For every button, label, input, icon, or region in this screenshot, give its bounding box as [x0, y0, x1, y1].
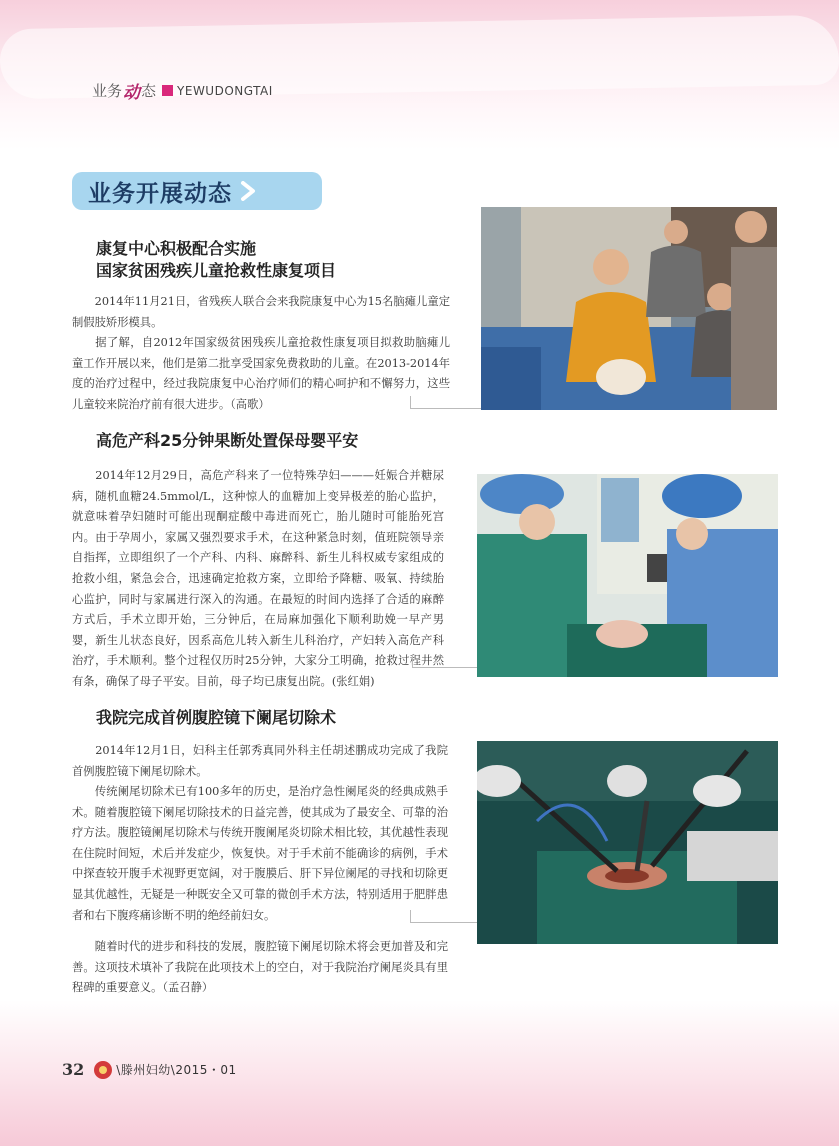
delivery-room-photo — [477, 474, 778, 677]
article-3-title: 我院完成首例腹腔镜下阑尾切除术 — [96, 708, 337, 727]
header-prefix: 业务 — [92, 82, 123, 100]
header-accent: 动 — [123, 83, 141, 103]
article-3-paragraph-3: 随着时代的进步和科技的发展，腹腔镜下阑尾切除术将会更加普及和完善。这项技术填补了我院在此项技术上的空白，对于我院治疗阑尾炎具有里程碑的重要意义。（孟召静） — [72, 940, 448, 995]
journal-name: \滕州妇幼\2015・01 — [116, 1063, 237, 1077]
chevron-right-icon — [240, 181, 256, 201]
pink-square-icon — [162, 85, 173, 96]
article-2-paragraph-1: 2014年12月29日，高危产科来了一位特殊孕妇———妊娠合并糖尿病，随机血糖24.5mmol/L，这种惊人的血糖加上变异极差的胎心监护，就意味着孕妇随时可能出现酮症酸中毒进而死亡，胎儿随时可能胎死宫内。由于孕周小，家属又强烈要求手术，在这种紧急时刻，值班院领导亲自指挥，立即组织了一个产科、内科、麻醉科、新生儿科权威专家组成的抢救小组，紧急会合，迅速确定抢救方案，立即给予降糖、吸氧、持续胎心监护，同时与家属进行深入的沟通。在最短的时间内选择了合适的麻醉方式后，手术立即开始，三分钟后，在局麻加强化下顺利助娩一早产男婴，新生儿状态良好，因系高危儿转入新生儿科治疗，产妇转入高危产科治疗，手术顺利。整个过程仅历时25分钟，大家分工明确，抢救过程井然有条，确保了母子平安。目前，母子均已康复出院。(张红娟) — [72, 469, 444, 688]
section-banner — [72, 172, 322, 210]
laparoscopy-surgery-photo — [477, 741, 778, 944]
article-1-connector — [410, 396, 481, 409]
section-header — [92, 78, 273, 103]
article-1-paragraph-2: 据了解，自2012年国家级贫困残疾儿童抢救性康复项目拟救助脑瘫儿童工作开展以来，他们是第二批享受国家免费救助的儿童。在2013-2014年度的治疗过程中，经过我院康复中心治疗师们的精心呵护和不懈努力，这些儿童较来院治疗前有很大进步。（高歌） — [72, 336, 450, 411]
rehab-fitting-photo — [481, 207, 777, 410]
article-1-title-line2: 国家贫困残疾儿童抢救性康复项目 — [96, 261, 337, 280]
article-3-paragraph-1: 2014年12月1日，妇科主任郭秀真同外科主任胡述鹏成功完成了我院首例腹腔镜下阑尾切除术。 — [72, 744, 448, 778]
banner-title: 业务开展动态 — [88, 180, 232, 207]
article-2-title: 高危产科25分钟果断处置保母婴平安 — [96, 431, 359, 450]
article-1-title-line1: 康复中心积极配合实施 — [96, 239, 257, 258]
article-1-paragraph-1: 2014年11月21日，省残疾人联合会来我院康复中心为15名脑瘫儿童定制假肢矫形模具。 — [72, 295, 450, 329]
page-footer — [62, 1060, 237, 1079]
header-suffix: 态 — [141, 82, 157, 100]
header-latin: YEWUDONGTAI — [177, 83, 273, 98]
article-2-connector — [412, 655, 477, 668]
page-number: 32 — [62, 1060, 85, 1079]
article-1-title — [96, 238, 336, 282]
journal-logo-icon — [94, 1061, 112, 1079]
article-3-connector — [410, 910, 477, 923]
article-3-paragraph-2: 传统阑尾切除术已有100多年的历史，是治疗急性阑尾炎的经典成熟手术。随着腹腔镜下阑尾切除技术的日益完善，使其成为了最安全、可靠的治疗方法。腹腔镜阑尾切除术与传统开腹阑尾炎切除术相比较，其优越性表现在住院时间短，术后并发症少，恢复快。对于手术前不能确诊的病例，手术中探查较开腹手术视野更宽阔，对于腹膜后、肝下异位阑尾的寻找和切除更显其优越性，无疑是一种既安全又可靠的微创手术方法，特别适用于肥胖患者和右下腹疼痛诊断不明的绝经前妇女。 — [72, 785, 448, 922]
